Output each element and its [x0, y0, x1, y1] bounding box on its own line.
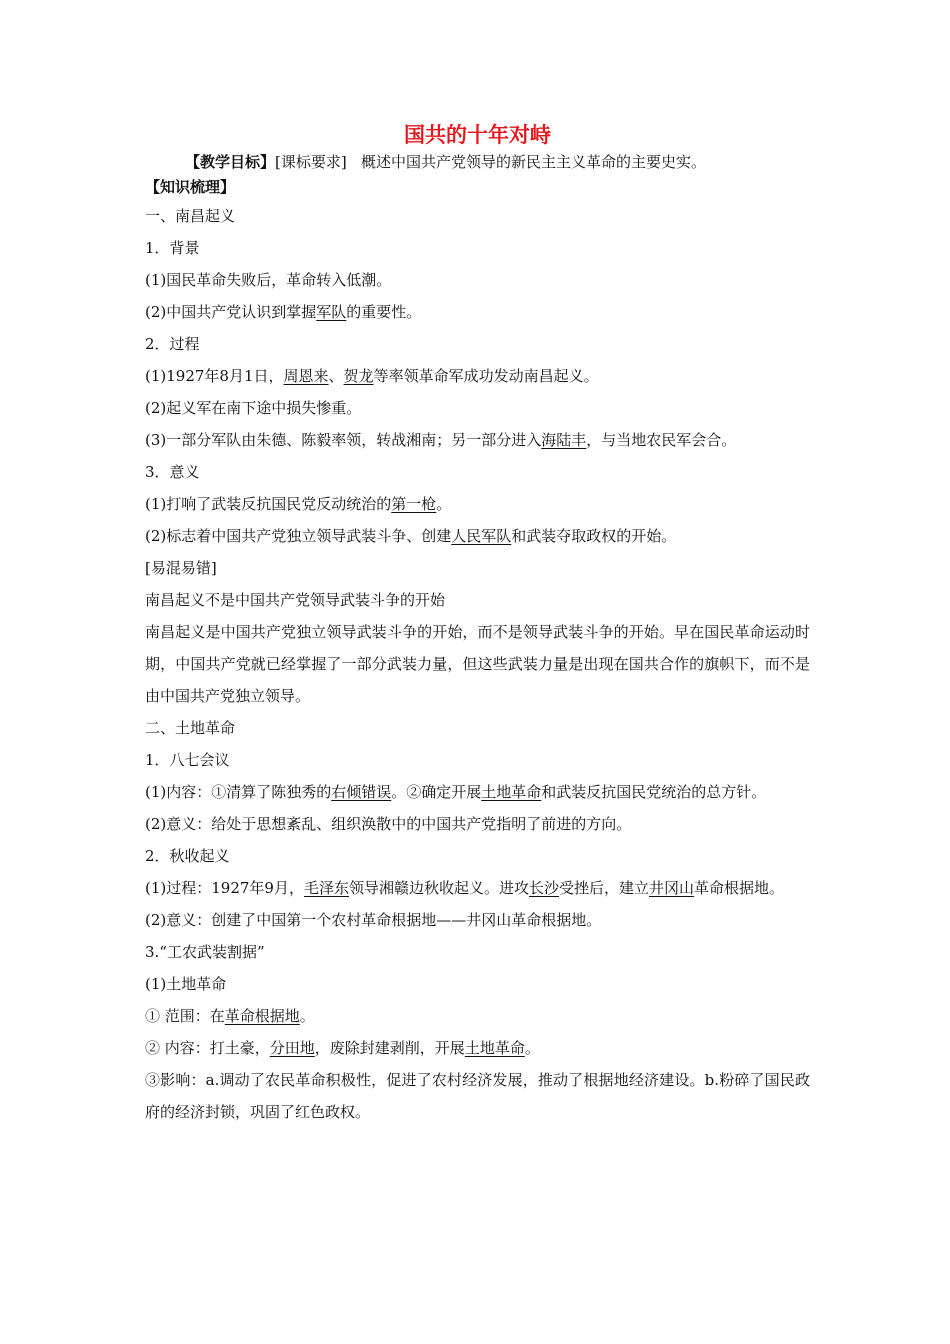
- text-segment: (1)打响了武装反抗国民党反动统治的: [145, 495, 392, 513]
- text-segment: 。: [524, 1039, 540, 1057]
- key-term: 第一枪: [391, 495, 437, 513]
- text-paragraph: ③影响：a.调动了农民革命积极性，促进了农村经济发展，推动了根据地经济建设。b.粉碎了国民政府的经济封锁，巩固了红色政权。: [145, 1071, 810, 1121]
- teaching-goal: [145, 150, 810, 174]
- subsection-heading: 2．过程: [145, 335, 200, 353]
- section-heading: 一、南昌起义: [145, 207, 236, 225]
- text-line: [145, 1000, 810, 1032]
- text-line: [145, 1032, 810, 1064]
- subsection-heading: 1．八七会议: [145, 751, 230, 769]
- key-term: 井冈山: [649, 879, 695, 897]
- text-segment: 和武装夺取政权的开始。: [511, 527, 677, 545]
- text-line: [145, 360, 810, 392]
- text-segment: (3)一部分军队由朱德、陈毅率领，转战湘南；另一部分进入: [145, 431, 542, 449]
- text-segment: ② 内容：打土豪，: [145, 1039, 270, 1057]
- text-line: [145, 424, 810, 456]
- goal-label: 【教学目标】: [185, 153, 276, 171]
- text-line: (2)起义军在南下途中损失惨重。: [145, 399, 362, 417]
- key-term: 土地革命: [464, 1039, 525, 1057]
- text-line: (2)意义：给处于思想紊乱、组织涣散中的中国共产党指明了前进的方向。: [145, 815, 632, 833]
- knowledge-label: 【知识梳理】: [145, 178, 236, 196]
- document-page: [145, 120, 810, 1128]
- text-segment: (1)1927年8月1日，: [145, 367, 284, 385]
- key-term: 革命根据地: [224, 1007, 300, 1025]
- key-term: 分田地: [269, 1039, 315, 1057]
- text-segment: 。: [299, 1007, 315, 1025]
- text-segment: 等率领革命军成功发动南昌起义。: [373, 367, 599, 385]
- text-paragraph: [145, 776, 810, 808]
- text-line: [145, 520, 810, 552]
- text-segment: (1)内容：①清算了陈独秀的: [145, 783, 332, 801]
- subsection-heading: 1．背景: [145, 239, 200, 257]
- page-title: 国共的十年对峙: [404, 123, 551, 147]
- section-heading: 二、土地革命: [145, 719, 236, 737]
- confusion-label: [易混易错]: [145, 559, 217, 577]
- text-segment: ① 范围：在: [145, 1007, 225, 1025]
- key-term: 海陆丰: [541, 431, 587, 449]
- text-line: (2)意义：创建了中国第一个农村革命根据地——井冈山革命根据地。: [145, 911, 602, 929]
- text-segment: 受挫后，建立: [559, 879, 650, 897]
- subsection-heading: 2．秋收起义: [145, 847, 230, 865]
- text-line: (1)国民革命失败后，革命转入低潮。: [145, 271, 392, 289]
- key-term: 周恩来: [283, 367, 329, 385]
- text-segment: 领导湘赣边秋收起义。进攻: [348, 879, 529, 897]
- text-segment: 的重要性。: [346, 303, 422, 321]
- key-term: 长沙: [529, 879, 560, 897]
- text-line: [145, 296, 810, 328]
- text-segment: (2)中国共产党认识到掌握: [145, 303, 317, 321]
- subsection-heading: 3．意义: [145, 463, 200, 481]
- text-segment: ，废除封建剥削，开展: [314, 1039, 465, 1057]
- requirement-label: [课标要求]: [275, 153, 347, 171]
- text-segment: 、: [328, 367, 344, 385]
- key-term: 贺龙: [343, 367, 374, 385]
- key-term: 右倾错误: [331, 783, 392, 801]
- key-term: 军队: [316, 303, 347, 321]
- text-segment: 革命根据地。: [694, 879, 785, 897]
- confusion-title: 南昌起义不是中国共产党领导武装斗争的开始: [145, 591, 446, 609]
- text-segment: 。: [436, 495, 452, 513]
- subsection-heading: 3.“工农武装割据”: [145, 943, 265, 961]
- text-segment: (1)过程：1927年9月，: [145, 879, 304, 897]
- key-term: 土地革命: [481, 783, 542, 801]
- text-line: [145, 488, 810, 520]
- text-line: (1)土地革命: [145, 975, 227, 993]
- confusion-body: 南昌起义是中国共产党独立领导武装斗争的开始，而不是领导武装斗争的开始。早在国民革命运动时期，中国共产党就已经掌握了一部分武装力量，但这些武装力量是出现在国共合作的旗帜下，而不是由中国共产党独立领导。: [145, 623, 810, 705]
- text-segment: ，与当地农民军会合。: [586, 431, 737, 449]
- text-paragraph: [145, 872, 810, 904]
- goal-text: 概述中国共产党领导的新民主主义革命的主要史实。: [361, 153, 707, 171]
- text-segment: (2)标志着中国共产党独立领导武装斗争、创建: [145, 527, 452, 545]
- key-term: 人民军队: [451, 527, 512, 545]
- key-term: 毛泽东: [303, 879, 349, 897]
- text-segment: 。②确定开展: [391, 783, 482, 801]
- text-segment: 和武装反抗国民党统治的总方针。: [541, 783, 767, 801]
